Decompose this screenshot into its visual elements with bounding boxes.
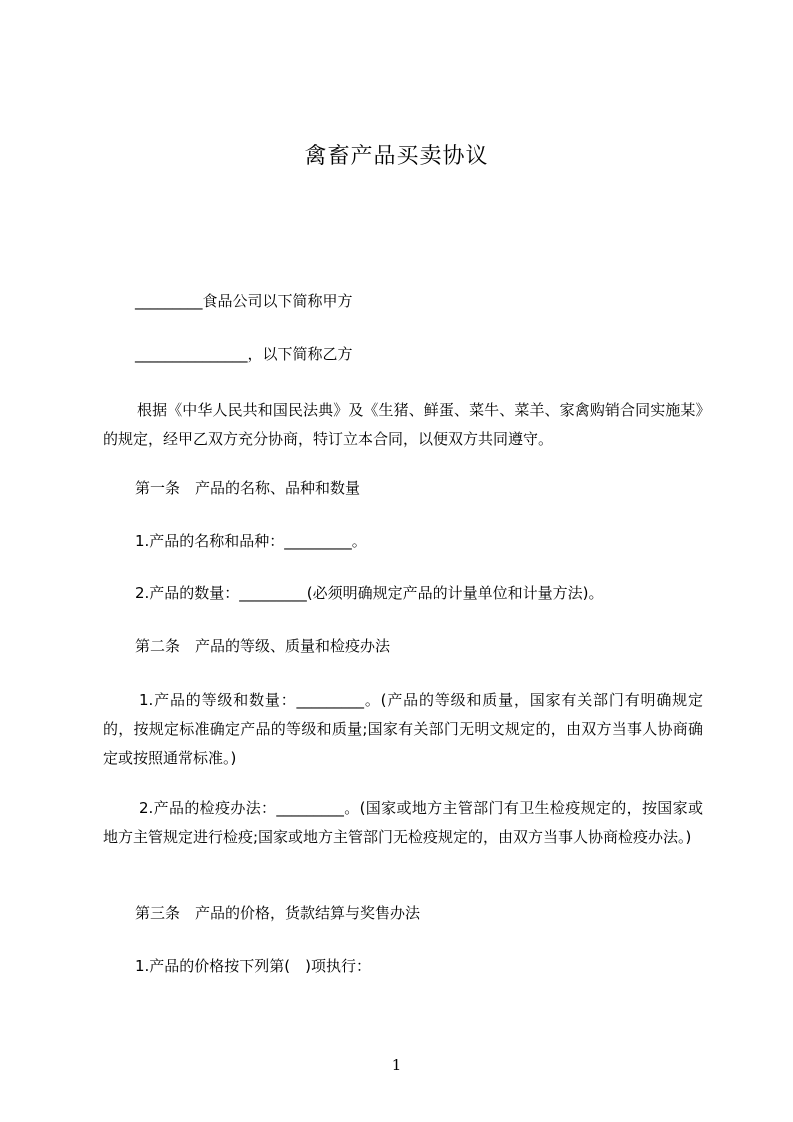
document-title: 禽畜产品买卖协议 (304, 144, 489, 169)
article-1-item-2: 2.产品的数量：_________(必须明确规定产品的计量单位和计量方法)。 (135, 584, 604, 602)
article-2-heading: 第二条 产品的等级、质量和检疫办法 (135, 637, 391, 655)
party-b-line: _______________，以下简称乙方 (135, 345, 353, 363)
article-3-item-1: 1.产品的价格按下列第( )项执行： (135, 957, 372, 975)
article-3-heading: 第三条 产品的价格，货款结算与奖售办法 (135, 904, 421, 922)
article-1-item-1: 1.产品的名称和品种：_________。 (135, 532, 367, 550)
page-number: 1 (391, 1056, 402, 1074)
article-1-heading: 第一条 产品的名称、品种和数量 (135, 479, 361, 497)
article-2-item-1: 1.产品的等级和数量：_________。(产品的等级和质量，国家有关部门有明确规定的，按规定标准确定产品的等级和质量;国家有关部门无明文规定的，由双方当事人协商确定或按照通常标准。) (103, 691, 703, 767)
article-2-item-2: 2.产品的检疫办法：_________。(国家或地方主管部门有卫生检疫规定的，按国家或地方主管规定进行检疫;国家或地方主管部门无检疫规定的，由双方当事人协商检疫办法。) (103, 799, 703, 846)
preamble-paragraph: 根据《中华人民共和国民法典》及《生猪、鲜蛋、菜牛、菜羊、家禽购销合同实施某》的规定，经甲乙双方充分协商，特订立本合同，以便双方共同遵守。 (103, 401, 703, 448)
party-a-line: _________食品公司以下简称甲方 (135, 292, 353, 310)
